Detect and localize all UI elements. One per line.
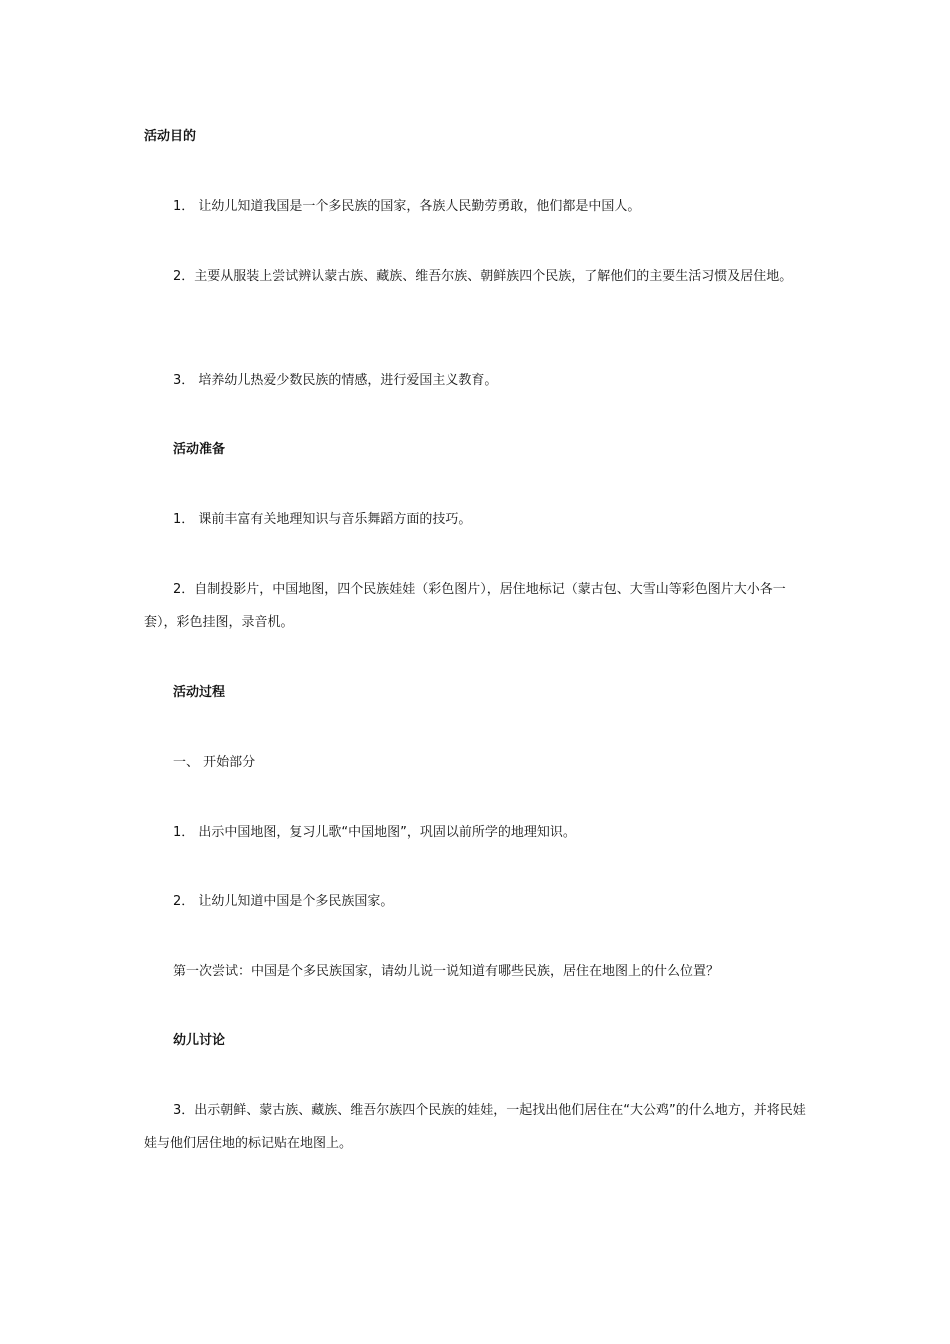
goal-item-3: 3． 培养幼儿热爱少数民族的情感，进行爱国主义教育。	[173, 373, 498, 388]
process-item-2: 2． 让幼儿知道中国是个多民族国家。	[173, 894, 394, 909]
process-item-1: 1． 出示中国地图，复习儿歌“中国地图”，巩固以前所学的地理知识。	[173, 825, 576, 840]
discussion-item-3: 3．出示朝鲜、蒙古族、藏族、维吾尔族四个民族的娃娃，一起找出他们居住在“大公鸡”的什么地方，并将民娃娃与他们居住地的标记贴在地图上。	[144, 1103, 806, 1151]
heading-child-discussion: 幼儿讨论	[173, 1033, 226, 1048]
preparation-item-1: 1． 课前丰富有关地理知识与音乐舞蹈方面的技巧。	[173, 512, 472, 527]
heading-activity-preparation: 活动准备	[173, 442, 226, 457]
preparation-item-2: 2．自制投影片，中国地图，四个民族娃娃（彩色图片），居住地标记（蒙古包、大雪山等彩色图片大小各一套），彩色挂图，录音机。	[144, 582, 786, 630]
heading-activity-goals: 活动目的	[144, 129, 197, 144]
process-first-attempt: 第一次尝试：中国是个多民族国家，请幼儿说一说知道有哪些民族，居住在地图上的什么位置？	[173, 964, 720, 979]
heading-activity-process: 活动过程	[173, 685, 226, 700]
process-part-one: 一、 开始部分	[173, 755, 256, 770]
goal-item-2: 2．主要从服装上尝试辨认蒙古族、藏族、维吾尔族、朝鲜族四个民族，了解他们的主要生活习惯及居住地。	[173, 269, 793, 284]
goal-item-1: 1． 让幼儿知道我国是一个多民族的国家，各族人民勤劳勇敢，他们都是中国人。	[173, 199, 641, 214]
